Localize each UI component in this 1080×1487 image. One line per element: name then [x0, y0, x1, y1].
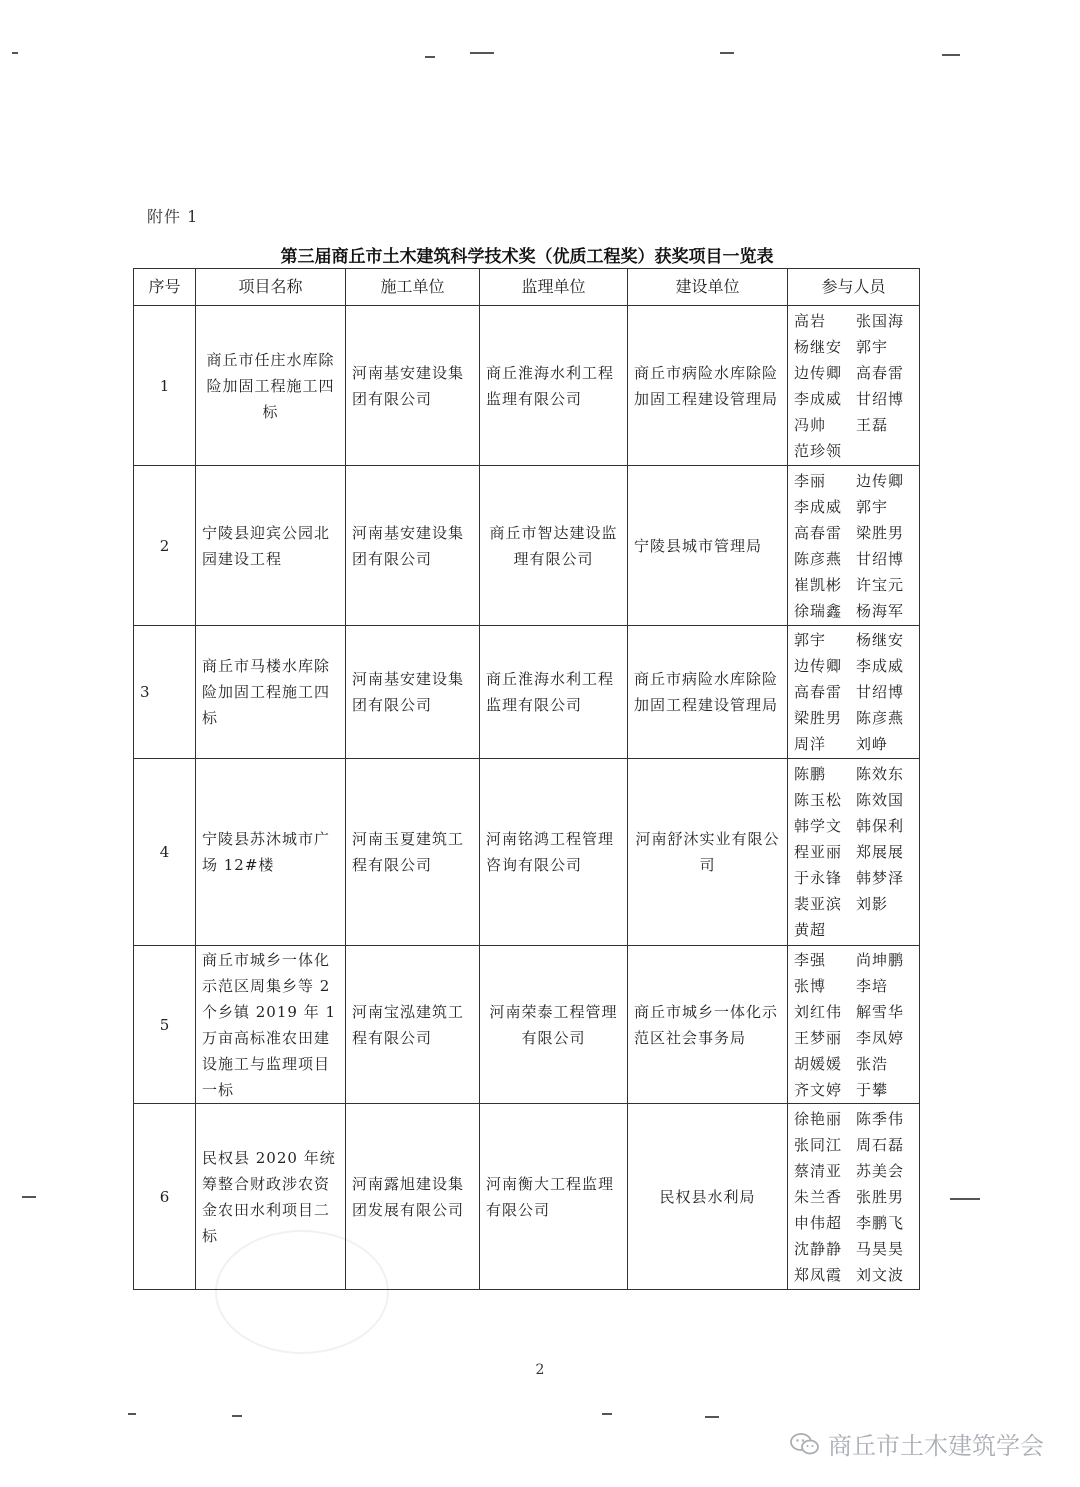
member: 杨海军: [856, 601, 905, 620]
project-name: 宁陵县苏沐城市广场 12#楼: [196, 759, 346, 946]
scan-mark: [12, 52, 18, 54]
table-row: [134, 626, 920, 759]
member: 崔凯彬: [794, 575, 843, 594]
scan-mark: [942, 54, 960, 56]
project-name: 民权县 2020 年统筹整合财政涉农资金农田水利项目二标: [196, 1104, 346, 1290]
member: 李成威: [856, 657, 905, 675]
member: 刘文波: [856, 1265, 905, 1284]
table-row: [134, 466, 920, 626]
member: 许宝元: [856, 575, 905, 594]
member: 郑展展: [856, 843, 905, 861]
members-cell: [788, 1104, 920, 1290]
project-name: 商丘市任庄水库除险加固工程施工四标: [196, 306, 346, 466]
header-owner: 建设单位: [628, 269, 788, 306]
members-cell: [788, 306, 920, 466]
contractor: 河南宝泓建筑工程有限公司: [346, 946, 480, 1104]
member: 李成威: [794, 497, 843, 516]
table-header-row: [134, 269, 920, 306]
member: 申伟超: [794, 1213, 843, 1232]
contractor: 河南玉夏建筑工程有限公司: [346, 759, 480, 946]
member: 郭宇: [794, 631, 827, 649]
header-members: 参与人员: [788, 269, 920, 306]
table-row: [134, 1104, 920, 1290]
member: 刘红伟: [794, 1002, 843, 1021]
supervisor: 商丘淮海水利工程监理有限公司: [480, 626, 628, 759]
member: 郭宇: [856, 497, 889, 516]
member: 王磊: [856, 415, 889, 434]
row-number: 6: [134, 1104, 196, 1290]
scan-mark: [470, 52, 494, 54]
members-cell: [788, 759, 920, 946]
scan-mark: [22, 1196, 36, 1198]
member: 李凤婷: [856, 1028, 905, 1047]
member: 李成威: [794, 389, 843, 408]
annex-label: 附件 1: [147, 207, 199, 226]
row-number: 5: [134, 946, 196, 1104]
member: 张浩: [856, 1054, 889, 1073]
scan-mark: [128, 1413, 136, 1415]
supervisor: 商丘淮海水利工程监理有限公司: [480, 306, 628, 466]
member: 边传卿: [856, 471, 905, 490]
owner: 商丘市病险水库除险加固工程建设管理局: [628, 626, 788, 759]
member: 张博: [794, 976, 827, 995]
member: 李培: [856, 976, 889, 995]
watermark-text: 商丘市土木建筑学会: [828, 1432, 1044, 1460]
contractor: 河南露旭建设集团发展有限公司: [346, 1104, 480, 1290]
member: 徐艳丽: [794, 1109, 843, 1128]
member: 高岩: [794, 311, 827, 330]
member: 高春雷: [794, 523, 843, 542]
member: 刘影: [856, 895, 889, 913]
member: 黄超: [794, 921, 827, 939]
owner: 商丘市病险水库除险加固工程建设管理局: [628, 306, 788, 466]
scan-mark: [950, 1198, 980, 1200]
contractor: 河南基安建设集团有限公司: [346, 466, 480, 626]
member: 高春雷: [794, 683, 843, 701]
row-number: 2: [134, 466, 196, 626]
owner: 宁陵县城市管理局: [628, 466, 788, 626]
project-name: 商丘市马楼水库除险加固工程施工四标: [196, 626, 346, 759]
page-number: 2: [535, 1362, 545, 1378]
member: 陈彦燕: [794, 549, 843, 568]
member: 徐瑞鑫: [794, 601, 843, 620]
member: 陈效国: [856, 791, 905, 809]
member: 蔡清亚: [794, 1161, 843, 1180]
member: 冯帅: [794, 415, 827, 434]
table-row: [134, 946, 920, 1104]
member: 沈静静: [794, 1239, 843, 1258]
owner: 河南舒沐实业有限公司: [628, 759, 788, 946]
document-title: 第三届商丘市土木建筑科学技术奖（优质工程奖）获奖项目一览表: [280, 247, 774, 267]
supervisor: 河南荣泰工程管理有限公司: [480, 946, 628, 1104]
source-watermark: [790, 1426, 1044, 1461]
header-supervisor: 监理单位: [480, 269, 628, 306]
table-row: [134, 759, 920, 946]
member: 韩学文: [794, 817, 843, 835]
header-no: 序号: [134, 269, 196, 306]
project-name: 商丘市城乡一体化示范区周集乡等 2 个乡镇 2019 年 1 万亩高标准农田建设施工与监理项目一标: [196, 946, 346, 1104]
members-cell: [788, 946, 920, 1104]
member: 尚坤鹏: [856, 950, 905, 969]
row-number: 1: [134, 306, 196, 466]
member: 苏美会: [856, 1161, 905, 1180]
member: 陈季伟: [856, 1109, 905, 1128]
member: 刘峥: [856, 735, 889, 753]
member: 程亚丽: [794, 843, 843, 861]
member: 裴亚滨: [794, 895, 843, 913]
member: 李鹏飞: [856, 1213, 905, 1232]
row-number: 4: [134, 759, 196, 946]
scan-mark: [602, 1413, 612, 1415]
member: 李丽: [794, 471, 827, 490]
project-name: 宁陵县迎宾公园北园建设工程: [196, 466, 346, 626]
member: 陈玉松: [794, 791, 843, 809]
scan-mark: [425, 56, 435, 58]
member: 梁胜男: [856, 523, 905, 542]
member: 梁胜男: [794, 709, 843, 727]
owner: 商丘市城乡一体化示范区社会事务局: [628, 946, 788, 1104]
member: 马昊昊: [856, 1239, 905, 1258]
supervisor: 商丘市智达建设监理有限公司: [480, 466, 628, 626]
member: 甘绍博: [856, 389, 905, 408]
member: 李强: [794, 950, 827, 969]
member: 边传卿: [794, 363, 843, 382]
member: 陈效东: [856, 765, 905, 783]
member: 周石磊: [856, 1135, 905, 1154]
member: 陈彦燕: [856, 709, 905, 727]
member: 解雪华: [856, 1002, 905, 1021]
supervisor: 河南铭鸿工程管理咨询有限公司: [480, 759, 628, 946]
scan-mark: [720, 52, 734, 54]
header-project-name: 项目名称: [196, 269, 346, 306]
member: 杨继安: [794, 337, 843, 356]
member: 周洋: [794, 735, 827, 753]
wechat-icon: [790, 1433, 820, 1455]
member: 边传卿: [794, 657, 843, 675]
contractor: 河南基安建设集团有限公司: [346, 626, 480, 759]
row-number: 3: [134, 626, 196, 759]
member: 朱兰香: [794, 1187, 843, 1206]
member: 甘绍博: [856, 549, 905, 568]
member: 杨继安: [856, 631, 905, 649]
members-cell: [788, 626, 920, 759]
member: 韩梦泽: [856, 869, 905, 887]
member: 胡媛媛: [794, 1054, 843, 1073]
header-contractor: 施工单位: [346, 269, 480, 306]
member: 王梦丽: [794, 1028, 843, 1047]
member: 于永锋: [794, 869, 843, 887]
member: 范珍领: [794, 441, 843, 460]
member: 张国海: [856, 311, 905, 330]
member: 郑凤霞: [794, 1265, 843, 1284]
member: 张胜男: [856, 1187, 905, 1206]
member: 甘绍博: [856, 683, 905, 701]
scan-mark: [705, 1416, 719, 1418]
scan-mark: [232, 1415, 242, 1417]
award-table: [133, 268, 920, 1290]
supervisor: 河南衡大工程监理有限公司: [480, 1104, 628, 1290]
contractor: 河南基安建设集团有限公司: [346, 306, 480, 466]
member: 郭宇: [856, 337, 889, 356]
member: 韩保利: [856, 817, 905, 835]
member: 陈鹏: [794, 765, 827, 783]
member: 齐文婷: [794, 1080, 843, 1099]
members-cell: [788, 466, 920, 626]
member: 于攀: [856, 1080, 889, 1099]
member: 张同江: [794, 1135, 843, 1154]
member: 高春雷: [856, 363, 905, 382]
table-row: [134, 306, 920, 466]
owner: 民权县水利局: [628, 1104, 788, 1290]
